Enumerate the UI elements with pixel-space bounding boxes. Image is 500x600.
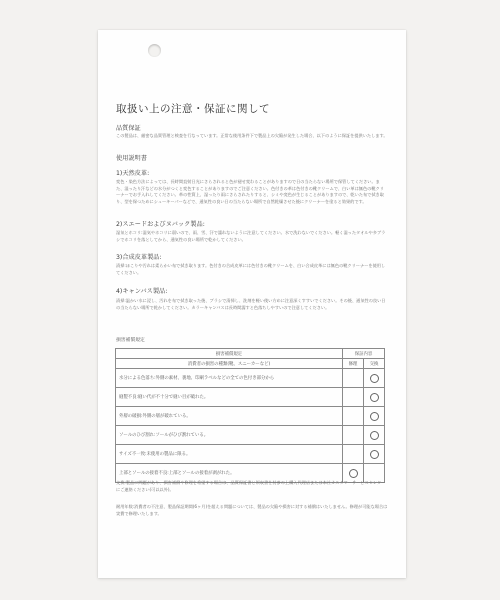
section-2-body: 湿気とホコリ:湿気やホコリに弱いので、雨、雪、汗で濡れないように注意してください。水で洗わないでください。軽く湿ったタオルや多ブラシでホコリを落としてから、通気性の良い場所で乾かしてください。 (116, 230, 386, 242)
row-text: 縫製不良:縫い代が不十分で縫い目が破れた。 (116, 388, 343, 407)
row-exchange (364, 407, 385, 426)
section-4-body: 清掃:温かい水に浸し、汚れを布で拭き取った後、ブラシで清掃し、洗剤を軽い使い方めに注意深くすすいでください。その後、通気性の良い日の当たらない場所で乾かしてください。カラーキャンバスは長時間濡すと色落ちしやすいので注意してください。 (116, 298, 386, 310)
section-4-heading: 4)キャンバス製品: (116, 288, 168, 295)
exchange-mark (370, 393, 379, 402)
table-row (116, 369, 385, 388)
table-label: 損害補償規定 (116, 338, 145, 343)
table-header-main: 損害補償規定 (116, 349, 343, 359)
tag-content (98, 30, 406, 578)
table-header-group: 保証内容 (343, 349, 385, 359)
quality-heading: 品質保証 (116, 125, 141, 132)
row-exchange (364, 369, 385, 388)
table-row (116, 388, 385, 407)
warranty-table (115, 348, 385, 483)
section-1-heading: 1)天然皮革: (116, 170, 150, 177)
page-title: 取扱い上の注意・保証に関して (116, 103, 270, 115)
repair-mark (349, 469, 358, 478)
row-repair (343, 426, 364, 445)
row-repair (343, 388, 364, 407)
row-exchange (364, 426, 385, 445)
row-repair (343, 407, 364, 426)
section-3-body: 清掃:ほこりや汚れは柔らかい布で拭き取ります。色付きの合成皮革には色付きの靴クリームを、白い合成皮革には無色の靴クリーナーを使用してください。 (116, 263, 386, 275)
table-header-sub: 消費者の損害の種類(靴、スニーカーなど) (116, 359, 343, 369)
table-header-repair: 修理 (343, 359, 364, 369)
exchange-mark (370, 450, 379, 459)
row-exchange (364, 388, 385, 407)
table-row (116, 445, 385, 464)
note-exchange: 交換:製品に問題があり、損害補償や修理を希望する場合は、品質保証書と領収書を持参の上購入代理店または本社カスタマーサービスセンターにご連絡ください(可以以外)。 (116, 480, 386, 492)
row-text: ソールのひび割れ:ソールがひび割れている。 (116, 426, 343, 445)
exchange-mark (370, 374, 379, 383)
usage-heading: 使用説明書 (116, 155, 147, 162)
quality-body: この製品は、厳密な品質管理と検査を行なっています。正常な使用条件下で製品上の欠陥が発生した場合、以下のように保証を提供いたします。 (116, 133, 388, 138)
row-text: 水分による色落ち:外側の素材、裏地、印刷ラベルなどの全ての色付き部分から (116, 369, 343, 388)
exchange-mark (370, 431, 379, 440)
table-row (116, 426, 385, 445)
row-text: サイズ不一致:未使用の製品に限る。 (116, 445, 343, 464)
table-row (116, 407, 385, 426)
section-1-body: 変色・染色方法によっては、長時間直射日光にさらされると色が褪せ変わることがありますので日の当たらない場所で保管してください。また、湿ったり汗などの水分がつくと変色することがありますのでご注意ください。色付きの革は色付きの靴クリームで、白い革は無色の靴クリーナーでお手入れしてください。革の性質上、湿ったり雨にさらされたりすると、シミや変色が生じることがありますので、乾いた布で拭き取り、型を保つためにシューキーパーなどで、通気性の良い日の当たらない場所で自然乾燥させた後にクリーナーを塗ると効果的です。 (116, 179, 384, 204)
row-text: 上部とソールの接着不良:上部とソールの接着が剥がれた。 (116, 464, 343, 483)
section-2-heading: 2)スエードおよびヌバック製品: (116, 221, 205, 228)
note-durability: 耐用年数:消費者の不注意、製品保証期間(6ヶ月)を超える問題については、製品の欠陥や損害に対する補償はいたしません。修理が可能な場合は実費で修理いたします。 (116, 504, 388, 516)
section-3-heading: 3)合成皮革製品: (116, 254, 162, 261)
row-exchange (364, 445, 385, 464)
row-repair (343, 445, 364, 464)
exchange-mark (370, 412, 379, 421)
row-repair (343, 369, 364, 388)
row-text: 外層の破損:外側の層が破れている。 (116, 407, 343, 426)
table-header-exchange: 交換 (364, 359, 385, 369)
